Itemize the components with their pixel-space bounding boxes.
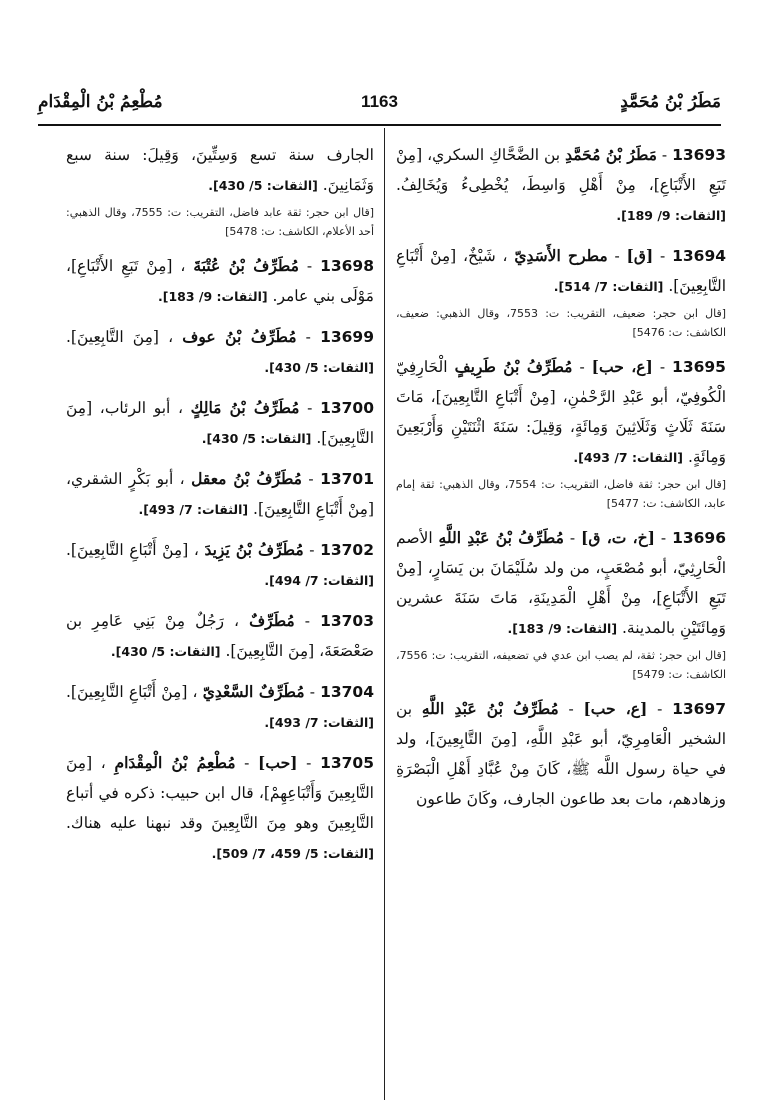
entry-name: مُطَرِّفُ بْنُ طَرِيفٍ bbox=[454, 357, 573, 376]
entry-name: مُطَرِّفُ بْنُ مَالِكٍ bbox=[190, 398, 300, 417]
biography-entry bbox=[66, 535, 374, 596]
biography-entry bbox=[396, 140, 726, 231]
entry-body: الجارف سنة تسع وَسِتِّينَ، وَقِيلَ: سنة سبع وَثَمَانِينَ. bbox=[66, 146, 374, 194]
entry-name: مُطَرِّفُ بْنُ عَبْدِ اللَّهِ bbox=[438, 528, 564, 547]
thiqat-reference: [الثقات: 7/ 493]. bbox=[138, 502, 249, 517]
left-column bbox=[66, 140, 374, 879]
entry-body: ، [مِنْ تَبَعِ الأَتْبَاعِ]، مَوْلَى بني عامر. bbox=[66, 257, 374, 305]
entry-body: ، أبو الرئاب، [مِنَ التَّابِعِينَ]. bbox=[66, 399, 374, 447]
entry-number: 13701 bbox=[320, 470, 374, 488]
thiqat-reference: [الثقات: 7/ 494]. bbox=[264, 573, 374, 588]
thiqat-reference: [الثقات: 7/ 493]. bbox=[573, 450, 683, 465]
entry-body: بن الضَّحَّاكِ السكري، [مِنْ تَبَعِ الأَتْبَاعِ]، مِنْ أَهْلِ وَاسِطَ، يُخْطِىءُ وَيُخَالِفُ. bbox=[396, 146, 726, 194]
entry-body: ، [مِنْ أَتْبَاعِ التَّابِعِينَ]. bbox=[66, 683, 198, 701]
entry-code: [حب] bbox=[258, 753, 298, 772]
biography-entry bbox=[396, 352, 726, 513]
header-rule bbox=[38, 124, 721, 126]
thiqat-reference: [الثقات: 5/ 430]. bbox=[201, 431, 312, 446]
entry-number: 13703 bbox=[320, 612, 374, 630]
entry-name: مُطَرِّفُ بْنُ يَزِيدَ bbox=[204, 540, 304, 559]
entry-number: 13694 bbox=[672, 247, 727, 265]
entry-body: ، [مِنَ التَّابِعِينَ وَأَتْبَاعِهِمْ]، قال ابن حبيب: ذكره في أتباع التَّابِعِينَ وهو مِنَ التَّابِعِينَ وقد نبهنا عليه هناك. bbox=[66, 754, 374, 832]
thiqat-reference: [الثقات: 7/ 493]. bbox=[264, 715, 374, 730]
entry-name: مطرح الأَسَدِيّ bbox=[514, 246, 608, 265]
entry-text: 13696 - [خ، ت، ق] - مُطَرِّفُ بْنُ عَبْدِ اللَّهِ الأصم الْحَارِثِيّ، أبو مُصْعَبٍ، من ولد سُلَيْمَانَ بن يَسَارٍ، [مِنْ تَبَعِ الأَتْبَاعِ]، مِنْ أَهْلِ الْمَدِينَةِ، مَاتَ سَنَةَ عشرين وَمِائَتَيْنِ بالمدينة. [الثقات: 9/ 183]. bbox=[396, 528, 727, 637]
entry-text: 13695 - [ع، حب] - مُطَرِّفُ بْنُ طَرِيفٍ الْحَارِفِيّ الْكُوفِيّ، أبو عَبْدِ الرَّحْمٰنِ، [مِنْ أَتْبَاعِ التَّابِعِينَ]، مَاتَ سَنَةَ ثَلَاثٍ وَثَلَاثِينَ وَمِائَةٍ، وَقِيلَ: سَنَةَ اثْنَتَيْنِ وَأَرْبَعِينَ وَمِائَةٍ. [الثقات: 7/ 493]. bbox=[396, 357, 726, 466]
entry-number: 13698 bbox=[320, 257, 374, 275]
right-column bbox=[396, 140, 726, 824]
entry-name: مُطَرِّفٌ السَّعْدِيّ bbox=[202, 682, 305, 701]
biography-entry bbox=[396, 241, 726, 342]
entry-text: 13701 - مُطَرِّفُ بْنُ معقل ، أبو بَكْرٍ الشقري، [مِنْ أَتْبَاعِ التَّابِعِينَ]. [الثقات: 7/ 493]. bbox=[66, 469, 374, 518]
entry-body: الأصم الْحَارِثِيّ، أبو مُصْعَبٍ، من ولد سُلَيْمَانَ بن يَسَارٍ، [مِنْ تَبَعِ الأَتْبَاعِ]، مِنْ أَهْلِ الْمَدِينَةِ، مَاتَ سَنَةَ عشرين وَمِائَتَيْنِ بالمدينة. bbox=[396, 529, 726, 637]
entry-body: ، شَيْخٌ، [مِنْ أَتْبَاعِ التَّابِعِينَ]. bbox=[396, 247, 726, 295]
biography-entry bbox=[66, 251, 374, 312]
biography-entry bbox=[66, 464, 374, 525]
entry-body: بن الشخير الْعَامِرِيّ، أبو عَبْدِ اللَّهِ، [مِنَ التَّابِعِينَ]، ولد في حياة رسول اللَّه ﷺ، كَانَ مِنْ عُبَّادِ أَهْلِ الْبَصْرَةِ وزهادهم، مات بعد طاعون الجارف، وكَانَ طاعون bbox=[396, 700, 726, 808]
entry-text: 13703 - مُطَرِّفٌ ، رَجُلٌ مِنْ بَنِي عَامِرِ بن صَعْصَعَةَ، [مِنَ التَّابِعِينَ]. [الثقات: 5/ 430]. bbox=[66, 611, 374, 660]
entry-number: 13704 bbox=[320, 683, 375, 701]
thiqat-reference: [الثقات: 9/ 189]. bbox=[616, 208, 726, 223]
entry-text: 13702 - مُطَرِّفُ بْنُ يَزِيدَ ، [مِنْ أَتْبَاعِ التَّابِعِينَ]. [الثقات: 7/ 494]. bbox=[66, 540, 374, 588]
entry-note: [قال ابن حجر: ثقة، لم يصب ابن عدي في تضعيفه، التقريب: ت: 7556، الكاشف: ت: 5479] bbox=[396, 649, 726, 681]
entry-note: [قال ابن حجر: ثقة عابد فاضل، التقريب: ت: 7555، وقال الذهبي: أحد الأعلام، الكاشف: ت: 5478] bbox=[66, 206, 374, 238]
entry-code: [خ، ت، ق] bbox=[580, 528, 656, 547]
entry-name: مُطَرِّفٌ bbox=[249, 611, 295, 630]
entry-number: 13702 bbox=[320, 541, 374, 559]
entry-note: [قال ابن حجر: ثقة فاضل، التقريب: ت: 7554، وقال الذهبي: ثقة إمام عابد، الكاشف: ت: 5477] bbox=[396, 478, 726, 510]
entry-text: 13694 - [ق] - مطرح الأَسَدِيّ ، شَيْخٌ، [مِنْ أَتْبَاعِ التَّابِعِينَ]. [الثقات: 7/ 514]. bbox=[396, 246, 727, 295]
entry-number: 13705 bbox=[320, 754, 375, 772]
entry-text: 13704 - مُطَرِّفٌ السَّعْدِيّ ، [مِنْ أَتْبَاعِ التَّابِعِينَ]. [الثقات: 7/ 493]. bbox=[66, 682, 375, 730]
entry-name: مُطْعِمُ بْنُ الْمِقْدَامِ bbox=[114, 753, 236, 772]
entry-body: ، [مِنْ أَتْبَاعِ التَّابِعِينَ]. bbox=[66, 541, 199, 559]
entry-number: 13696 bbox=[672, 529, 727, 547]
thiqat-reference: [الثقات: 5/ 430]. bbox=[264, 360, 374, 375]
entry-number: 13693 bbox=[672, 146, 727, 164]
entry-note: [قال ابن حجر: ضعيف، التقريب: ت: 7553، وقال الذهبي: ضعيف، الكاشف: ت: 5476] bbox=[396, 307, 726, 339]
biography-entry bbox=[396, 694, 726, 814]
entry-name: مُطَرِّفُ بْنُ معقل bbox=[191, 469, 302, 488]
entry-body: ، أبو بَكْرٍ الشقري، [مِنْ أَتْبَاعِ التَّابِعِينَ]. bbox=[66, 470, 374, 518]
entry-name: مُطَرِّفُ بْنُ عَبْدِ اللَّهِ bbox=[421, 699, 559, 718]
biography-entry bbox=[66, 140, 374, 241]
entry-code: [ع، حب] bbox=[583, 699, 648, 718]
entry-name: مَطَرُ بْنُ مُحَمَّدِ bbox=[565, 145, 657, 164]
entry-number: 13697 bbox=[672, 700, 726, 718]
thiqat-reference: [الثقات: 9/ 183]. bbox=[507, 621, 618, 636]
page-number: 1163 bbox=[361, 92, 398, 111]
thiqat-reference: [الثقات: 5/ 459، 7/ 509]. bbox=[211, 846, 374, 861]
biography-entry bbox=[66, 677, 374, 738]
biography-entry bbox=[66, 606, 374, 667]
thiqat-reference: [الثقات: 5/ 430]. bbox=[110, 644, 221, 659]
entry-text: 13700 - مُطَرِّفُ بْنُ مَالِكٍ ، أبو الرئاب، [مِنَ التَّابِعِينَ]. [الثقات: 5/ 430]. bbox=[66, 398, 374, 447]
thiqat-reference: [الثقات: 7/ 514]. bbox=[553, 279, 664, 294]
entry-code: [ع، حب] bbox=[591, 357, 653, 376]
entry-text: 13699 - مُطَرِّفُ بْنُ عوف ، [مِنَ التَّابِعِينَ]. [الثقات: 5/ 430]. bbox=[66, 327, 374, 375]
biography-entry bbox=[66, 322, 374, 383]
thiqat-reference: [الثقات: 9/ 183]. bbox=[157, 289, 268, 304]
running-head-right: مَطَرُ بْنُ مُحَمَّدٍ bbox=[620, 92, 721, 112]
entry-text bbox=[66, 140, 374, 201]
entry-body: ، [مِنَ التَّابِعِينَ]. bbox=[66, 328, 174, 346]
biography-entry bbox=[66, 393, 374, 454]
biography-entry bbox=[66, 748, 374, 869]
page-header bbox=[38, 92, 721, 122]
entry-number: 13695 bbox=[672, 358, 726, 376]
entry-text: 13705 - [حب] - مُطْعِمُ بْنُ الْمِقْدَامِ ، [مِنَ التَّابِعِينَ وَأَتْبَاعِهِمْ]، قال ابن حبيب: ذكره في أتباع التَّابِعِينَ وهو مِنَ التَّابِعِينَ وقد نبهنا عليه هناك. [الثقات: 5/ 459، 7/ 509]. bbox=[66, 753, 375, 861]
entry-text: 13697 - [ع، حب] - مُطَرِّفُ بْنُ عَبْدِ اللَّهِ بن الشخير الْعَامِرِيّ، أبو عَبْدِ اللَّهِ، [مِنَ التَّابِعِينَ]، ولد في حياة رسول اللَّه ﷺ، كَانَ مِنْ عُبَّادِ أَهْلِ الْبَصْرَةِ وزهادهم، مات بعد طاعون الجارف، وكَانَ طاعون bbox=[396, 699, 726, 808]
entry-code: [ق] bbox=[626, 246, 654, 265]
thiqat-reference: [الثقات: 5/ 430]. bbox=[208, 178, 318, 193]
entry-body: الْحَارِفِيّ الْكُوفِيّ، أبو عَبْدِ الرَّحْمٰنِ، [مِنْ أَتْبَاعِ التَّابِعِينَ]، مَاتَ سَنَةَ ثَلَاثٍ وَثَلَاثِينَ وَمِائَةٍ، وَقِيلَ: سَنَةَ اثْنَتَيْنِ وَأَرْبَعِينَ وَمِائَةٍ. bbox=[396, 358, 726, 466]
entry-body: ، رَجُلٌ مِنْ بَنِي عَامِرِ بن صَعْصَعَةَ، [مِنَ التَّابِعِينَ]. bbox=[66, 612, 374, 660]
entry-name: مُطَرِّفُ بْنُ عوف bbox=[182, 327, 297, 346]
column-divider bbox=[384, 128, 385, 1100]
entry-number: 13699 bbox=[320, 328, 374, 346]
entry-text: 13698 - مُطَرِّفُ بْنُ عُتْبَةَ ، [مِنْ تَبَعِ الأَتْبَاعِ]، مَوْلَى بني عامر. [الثقات: 9/ 183]. bbox=[66, 256, 374, 305]
entry-text: 13693 - مَطَرُ بْنُ مُحَمَّدِ بن الضَّحَّاكِ السكري، [مِنْ تَبَعِ الأَتْبَاعِ]، مِنْ أَهْلِ وَاسِطَ، يُخْطِىءُ وَيُخَالِفُ. [الثقات: 9/ 189]. bbox=[396, 145, 727, 223]
entry-name: مُطَرِّفُ بْنُ عُتْبَةَ bbox=[193, 256, 299, 275]
biography-entry bbox=[396, 523, 726, 684]
running-head-left: مُطْعِمُ بْنُ الْمِقْدَامِ bbox=[38, 92, 163, 112]
entry-number: 13700 bbox=[320, 399, 374, 417]
